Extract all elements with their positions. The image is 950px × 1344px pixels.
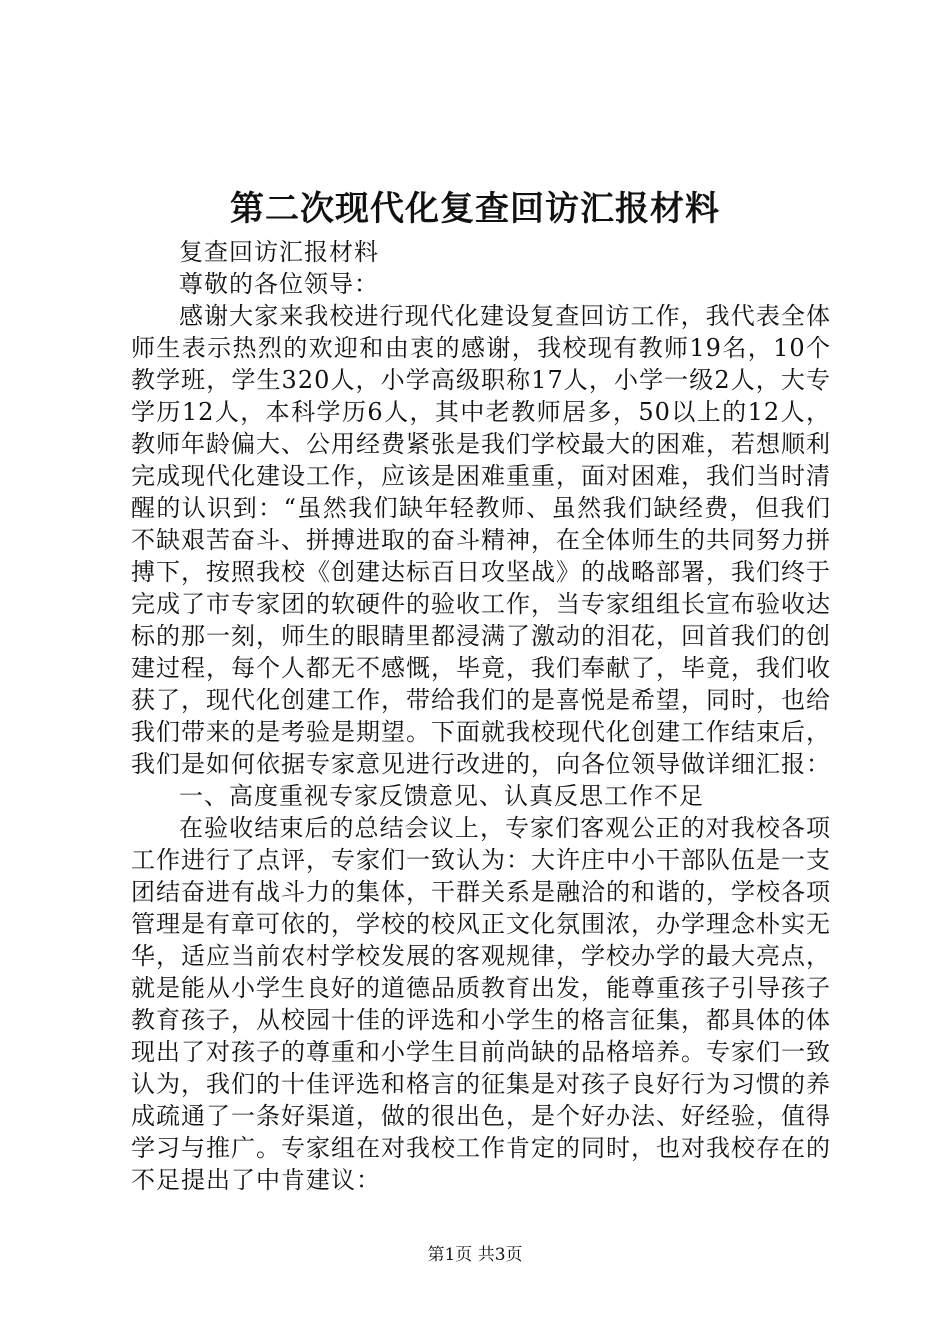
paragraph-subtitle: 复查回访汇报材料 bbox=[179, 238, 379, 266]
page-number-footer: 第1页 共3页 bbox=[427, 1245, 523, 1265]
paragraph-expert-feedback: 在验收结束后的总结会议上，专家们客观公正的对我校各项工作进行了点评，专家们一致认为：大许庄中小干部队伍是一支团结奋进有战斗力的集体，干群关系是融洽的和谐的，学校各项管理是有章可依的，学校的校风正文化氛围浓，办学理念朴实无华，适应当前农村学校发展的客观规律，学校办学的最大亮点，就是能从小学生良好的道德品质教育出发，能尊重孩子引导孩子教育孩子，从校园十佳的评选和小学生的格言征集，都具体的体现出了对孩子的尊重和小学生目前尚缺的品格培养。专家们一致认为，我们的十佳评选和格言的征集是对孩子良好行为习惯的养成疏通了一条好渠道，做的很出色，是个好办法、好经验，值得学习与推广。专家组在对我校工作肯定的同时，也对我校存在的不足提出了中肯建议： bbox=[131, 814, 831, 1194]
paragraph-introduction: 感谢大家来我校进行现代化建设复查回访工作，我代表全体师生表示热烈的欢迎和由衷的感谢，我校现有教师19名，10个教学班，学生320人，小学高级职称17人，小学一级2人，大专学历12人，本科学历6人，其中老教师居多，50以上的12人，教师年龄偏大、公用经费紧张是我们学校最大的困难，若想顺利完成现代化建设工作，应该是困难重重，面对困难，我们当时清醒的认识到：“虽然我们缺年轻教师、虽然我们缺经费，但我们不缺艰苦奋斗、拼搏进取的奋斗精神，在全体师生的共同努力拼搏下，按照我校《创建达标百日攻坚战》的战略部署，我们终于完成了市专家团的软硬件的验收工作，当专家组组长宣布验收达标的那一刻，师生的眼睛里都浸满了激动的泪花，回首我们的创建过程，每个人都无不感慨，毕竟，我们奉献了，毕竟，我们收获了，现代化创建工作，带给我们的是喜悦是希望，同时，也给我们带来的是考验是期望。下面就我校现代化创建工作结束后，我们是如何依据专家意见进行改进的，向各位领导做详细汇报： bbox=[131, 302, 831, 778]
document-title: 第二次现代化复查回访汇报材料 bbox=[230, 189, 720, 229]
section-heading-1: 一、高度重视专家反馈意见、认真反思工作不足 bbox=[179, 782, 704, 810]
document-body bbox=[131, 236, 831, 1196]
paragraph-salutation: 尊敬的各位领导： bbox=[179, 270, 379, 298]
